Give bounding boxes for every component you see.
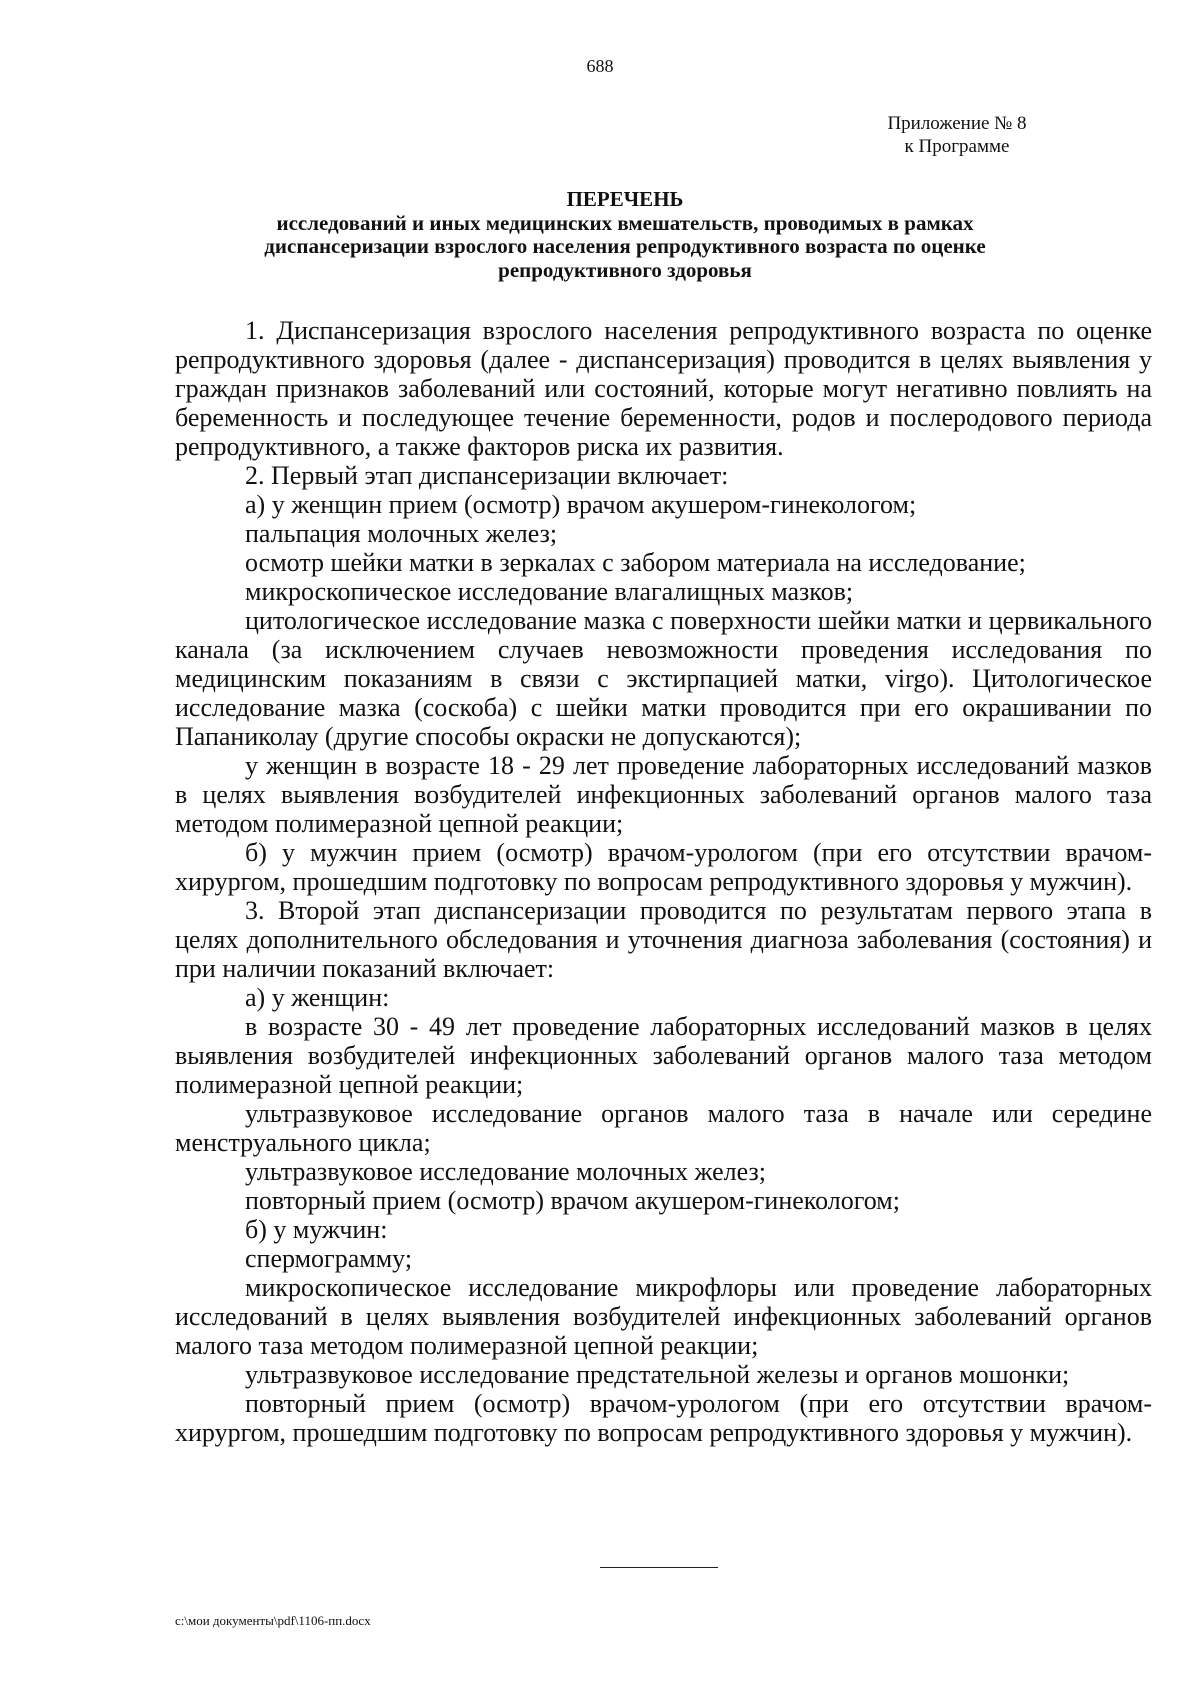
title-line-1: исследований и иных медицинских вмешательств, проводимых в рамках xyxy=(276,210,974,235)
paragraph: осмотр шейки матки в зеркалах с забором материала на исследование; xyxy=(245,548,1026,577)
paragraph: б) у мужчин: xyxy=(245,1215,388,1244)
paragraph: 3. Второй этап диспансеризации проводится по результатам первого этапа в целях дополнительного обследования и уточнения диагноза заболевания (состояния) и при наличии показаний включает: xyxy=(175,896,1152,983)
paragraph: микроскопическое исследование микрофлоры или проведение лабораторных исследований в целях выявления возбудителей инфекционных заболеваний органов малого таза методом полимеразной цепной реакции; xyxy=(175,1273,1152,1360)
paragraph: 2. Первый этап диспансеризации включает: xyxy=(245,461,729,490)
appendix-line-2: к Программе xyxy=(904,136,1010,157)
paragraph: микроскопическое исследование влагалищных мазков; xyxy=(245,577,854,606)
end-separator xyxy=(600,1567,718,1568)
document-title xyxy=(175,188,1075,282)
title-line-2: диспансеризации взрослого населения репродуктивного возраста по оценке xyxy=(264,234,986,258)
paragraph: ультразвуковое исследование молочных желез; xyxy=(245,1157,766,1186)
paragraph: цитологическое исследование мазка с поверхности шейки матки и цервикального канала (за исключением случаев невозможности проведения исследования по медицинским показаниям в связи с экстирпацией матки, virgo). Цитологическое исследование мазка (соскоба) с шейки матки проводится при его окрашивании по Папаниколау (другие способы окраски не допускаются); xyxy=(175,606,1152,751)
paragraph: б) у мужчин прием (осмотр) врачом-урологом (при его отсутствии врачом-хирургом, прошедшим подготовку по вопросам репродуктивного здоровья у мужчин). xyxy=(175,838,1152,896)
title-line-3: репродуктивного здоровья xyxy=(498,257,752,282)
paragraph: 1. Диспансеризация взрослого населения репродуктивного возраста по оценке репродуктивного здоровья (далее - диспансеризация) проводится в целях выявления у граждан признаков заболеваний или состояний, которые могут негативно повлиять на беременность и последующее течение беременности, родов и послеродового периода репродуктивного, а также факторов риска их развития. xyxy=(175,316,1152,461)
paragraph: у женщин в возрасте 18 - 29 лет проведение лабораторных исследований мазков в целях выявления возбудителей инфекционных заболеваний органов малого таза методом полимеразной цепной реакции; xyxy=(175,751,1152,838)
paragraph: повторный прием (осмотр) врачом-урологом (при его отсутствии врачом-хирургом, прошедшим подготовку по вопросам репродуктивного здоровья у мужчин). xyxy=(175,1389,1152,1447)
paragraph: а) у женщин прием (осмотр) врачом акушером-гинекологом; xyxy=(245,490,917,519)
paragraph: ультразвуковое исследование предстательной железы и органов мошонки; xyxy=(245,1360,1070,1389)
document-body xyxy=(175,316,1152,1447)
paragraph: повторный прием (осмотр) врачом акушером-гинекологом; xyxy=(245,1186,900,1215)
paragraph: а) у женщин: xyxy=(245,983,390,1012)
paragraph: в возрасте 30 - 49 лет проведение лабораторных исследований мазков в целях выявления возбудителей инфекционных заболеваний органов малого таза методом полимеразной цепной реакции; xyxy=(175,1012,1152,1099)
appendix-reference xyxy=(850,112,1064,158)
paragraph: пальпация молочных желез; xyxy=(245,519,558,548)
paragraph: спермограмму; xyxy=(245,1244,413,1273)
title-heading: ПЕРЕЧЕНЬ xyxy=(566,187,684,211)
page-number: 688 xyxy=(586,56,614,76)
paragraph: ультразвуковое исследование органов малого таза в начале или середине менструального цикла; xyxy=(175,1099,1152,1157)
footer-file-path: c:\мои документы\pdf\1106-пп.docx xyxy=(175,1613,371,1628)
appendix-line-1: Приложение № 8 xyxy=(887,113,1027,134)
